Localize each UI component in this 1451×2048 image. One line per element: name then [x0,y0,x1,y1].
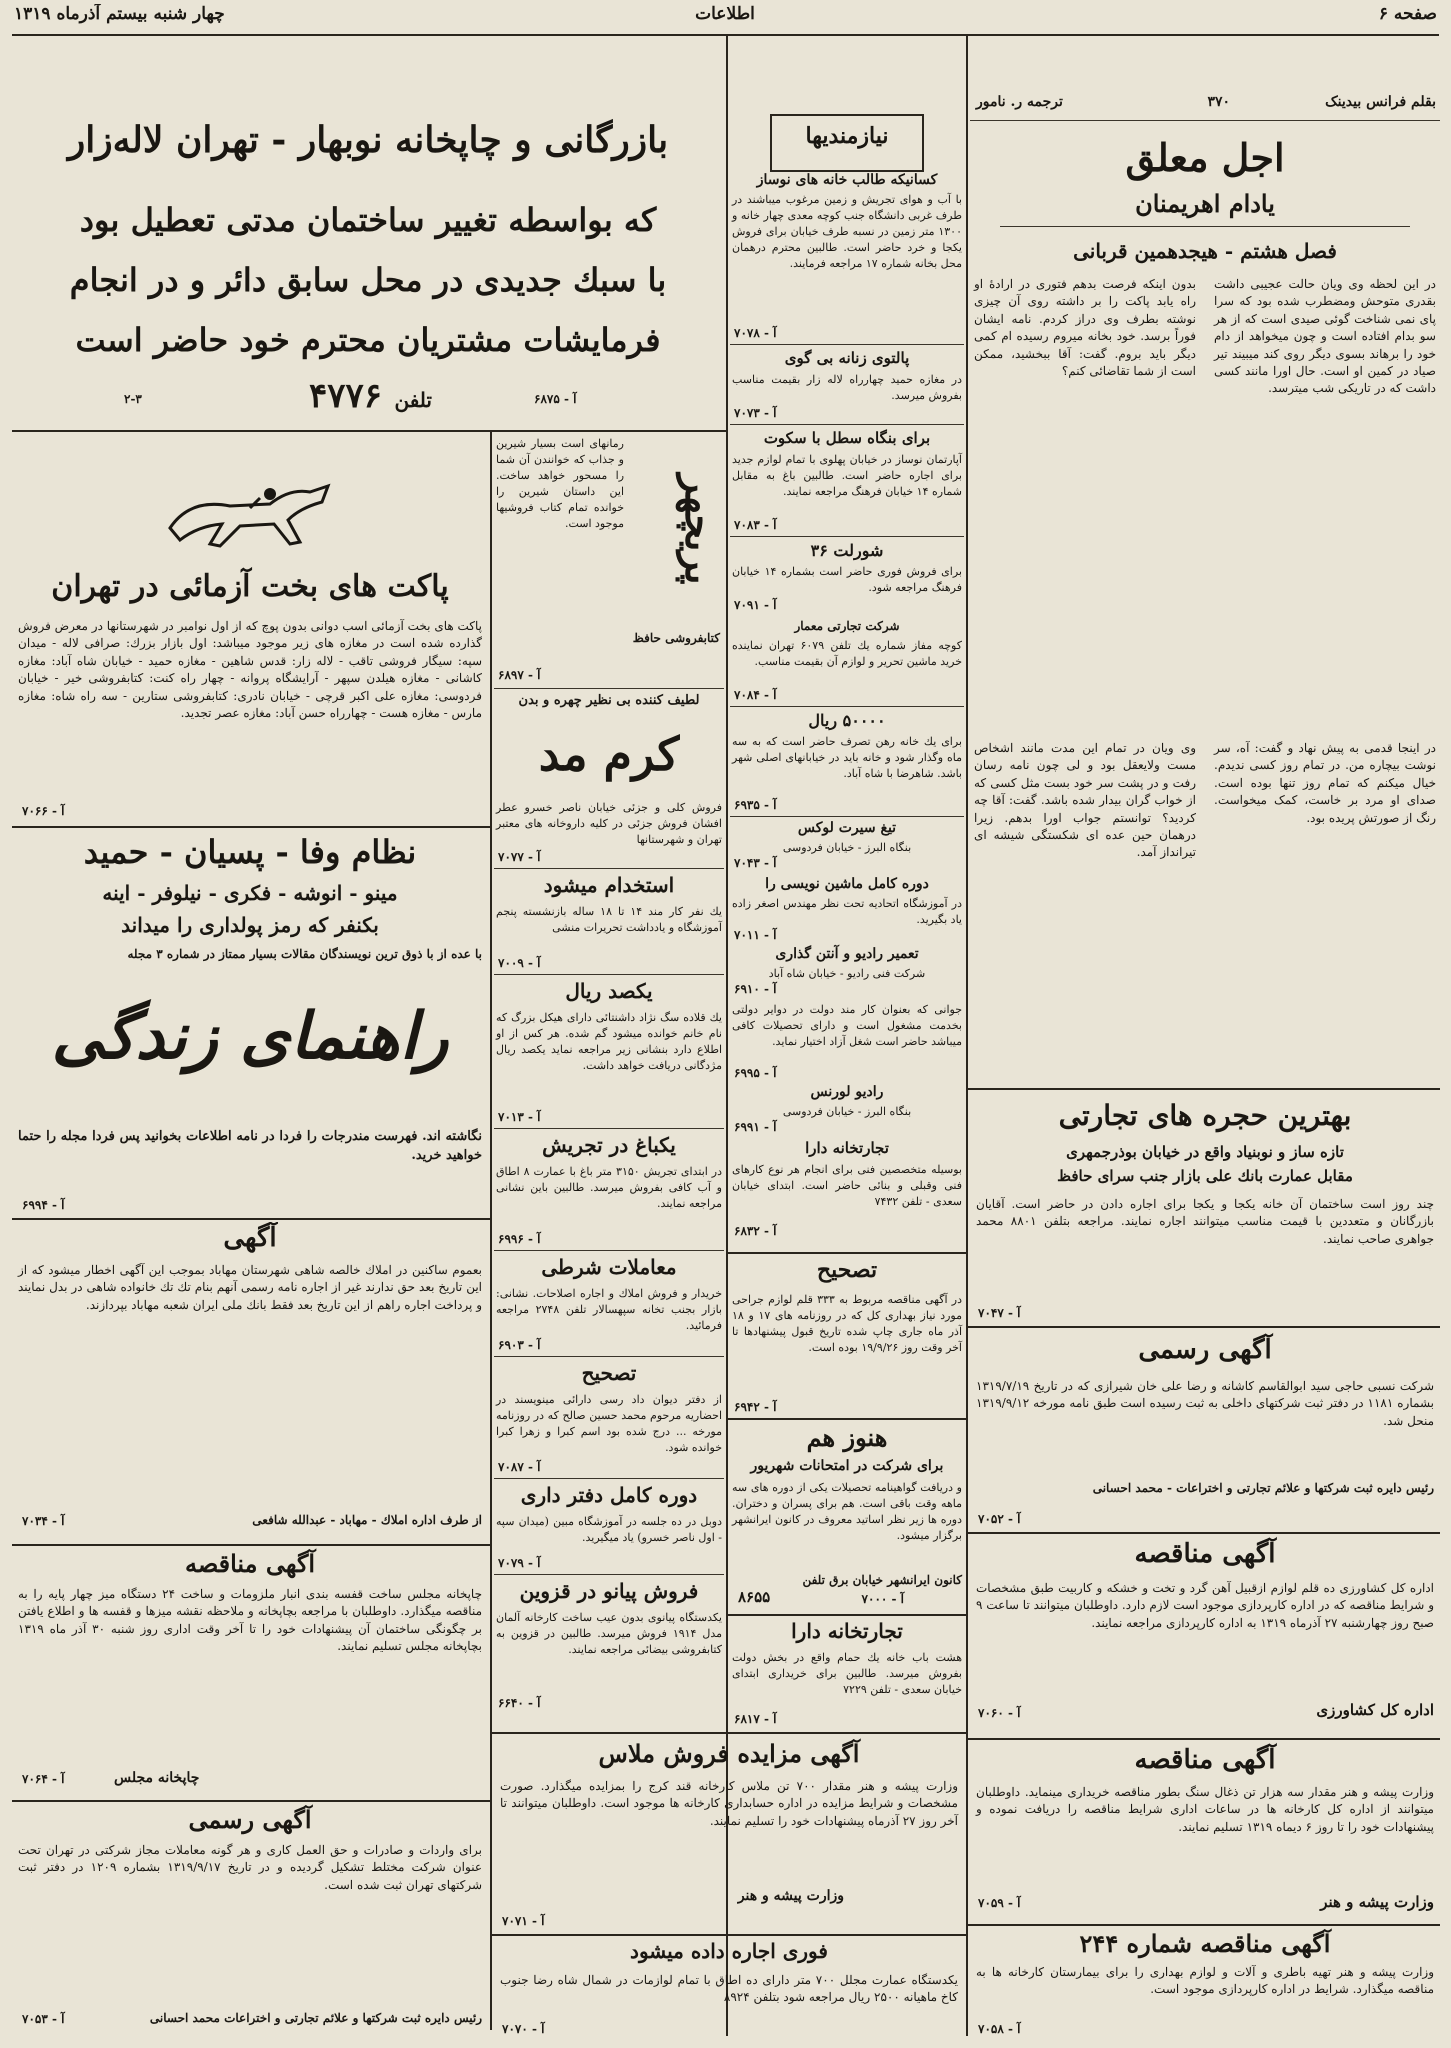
official-notice-right-ref: آ - ۷۰۵۲ [978,1512,1021,1526]
needs-ad11-ref: آ - ۶۹۹۱ [734,1120,777,1134]
lottery-ad [14,434,486,824]
nowbahar-phone-label: تلفن [394,388,432,412]
serial-title: اجل معلق [1125,135,1285,180]
novel-ad-brand: پریچهر [676,474,723,585]
col3-ads [494,434,724,1730]
serial-author: بقلم فرانس بیدینک [1325,94,1436,110]
deals-ref: آ - ۶۹۰۳ [498,1338,541,1352]
magazine-names: مینو - انوشه - فکری - نیلوفر - اینه [102,881,398,905]
serial-text-part-3: وی ویان در تمام این مدت مانند اشخاص مست ولایعقل بود و لی چون نامه رسان رفت و در پشت سر خود بست مثل کسی که از خواب گران بیدار شده باشد. گفت: آقا چه کردید؟ توانستم جواب اورا بدهم. زیرا درهمان حین عده ای شکستگی شیشه ای تیرانداز آمد. [974,741,1196,860]
kremod-ref: آ - ۷۰۷۷ [498,850,541,864]
nowbahar-title: بازرگانی و چاپخانه نوبهار - تهران لاله‌زار [67,119,669,161]
needs-ad2-title: پالتوی زنانه بی گوی [784,349,910,367]
reward-ref: آ - ۷۰۱۳ [498,1110,541,1124]
rent-ad-ref: آ - ۷۰۷۰ [502,2022,545,2036]
racing-horse-icon [150,468,350,558]
tender-coal-text: وزارت پیشه و هنر مقدار سه هزار تن ذغال سنگ بطور مناقصه خریداری مینماید. داوطلبان میتوانند از اداره کل کارخانه ها در ساعات اداری شرایط مناقصه را دریافت نموده و پیشنهادات خود را تا روز ۶ دیماه ۱۳۱۹ تسلیم نمایند. [976,1785,1434,1834]
needs-ad12-text: بوسیله متخصصین فنی برای انجام هر نوع کارهای فنی وقبلی و بنائی حاضر است. ابتدای خیابان سعدی - تلفن ۷۴۳۲ [732,1163,962,1208]
kremod-brand: کرم مد [538,727,680,781]
tender-agriculture-signer: اداره کل کشاورزی [1316,1701,1434,1719]
auction-molasses-ref: آ - ۷۰۷۱ [502,1914,545,1928]
needs-ad1-text: با آب و هوای تجریش و زمین مرغوب میباشند در طرف غربی دانشگاه جنب کوچه معدی چهار خانه و ۱۳۰۰ متر زمین در نسبه طرف خیابان برای فروش یکجا و خرد حاضر است. طالبین محترم درهمان محل بخانه شماره ۱۷ مراجعه فرمایند. [732,193,962,270]
shops-ad-sub1: تازه ساز و نوبنیاد واقع در خیابان بوذرجمهری [1066,1143,1344,1161]
parliament-tender-ref: آ - ۷۰۶۴ [22,1772,65,1786]
exam-ad [730,1422,964,1612]
needs-ad7-text: بنگاه البرز - خیابان فردوسی [782,841,912,854]
garden-text: در ابتدای تجریش ۳۱۵۰ متر باغ با عمارت ۸ اطاق و آب کافی بفروش میرسد. طالبین باین نشانی مراجعه نمایند. [496,1165,722,1210]
needs-ad8-ref: آ - ۷۰۱۱ [734,928,777,942]
novel-ad-ref: آ - ۶۸۹۷ [498,668,541,682]
serial-number: ۳۷۰ [1207,94,1230,110]
parliament-tender [14,1548,486,1798]
lottery-text: پاکت های بخت آزمائی اسب دوانی بدون پوچ که از اول نوامبر در شهرستانها در معرض فروش گذارده شده است در مغازه های زیر موجود میباشد: اول بازار بزرك: صرافی لاله - میدان سپه: سیگار فروشی تاقب - لاله زار: قدس شاهین - مغازه حمید - خیابان شاه آباد: مغازه کاشانی - مغازه هیلدن سپهر - آرایشگاه پروانه - چهار راه کنت: کتابفروشی خیر - خیابان فردوسی: مغازه علی اکبر قرچی - خیابان نادری: کتابفروشی ستارین - سه راه شاه: مغازه مارس - مغازه هست - چهارراه حسن آباد: مغازه عصر تجدید. [18,619,482,720]
shops-ad-text: چند روز است ساختمان آن خانه یکجا و یکجا برای اجاره دادن در حاضر است. آقایان بازرگانان و متعددین با قیمت مناسب میتوانند اجاره نمایند. مراجعه بتلفن ۸۸۰۱ محمد جواهری صاحب نمایند. [976,1197,1434,1246]
tender-agriculture [970,1536,1440,1736]
needs-ad4-ref: آ - ۷۰۹۱ [734,598,777,612]
exam-ad-title: هنوز هم [806,1423,888,1452]
exam-ad-text: و دریافت گواهینامه تحصیلات یکی از دوره های سه ماهه وقت باقی است. هم برای پسران و دختران. دوره ها زیر نظر اساتید معروف در کانون ایرانشهر برگزار میشود. [732,1481,962,1542]
tender-coal-title: آگهی مناقصه [1134,1745,1276,1775]
column-divider-3 [490,430,492,2030]
lottery-ref: آ - ۷۰۶۶ [22,804,65,818]
needs-ad2-ref: آ - ۷۰۷۳ [734,406,777,420]
ownership-notice-title: آگهی [223,1223,277,1253]
needs-ad1-title: کسانیکه طالب خانه های نوساز [756,172,938,188]
accounting-title: دوره کامل دفتر داری [520,1483,698,1507]
official-notice-left-signer: رئیس دایره ثبت شرکتها و علائم تجارتی و اختراعات محمد احسانی [149,2011,482,2025]
hiring-title: استخدام میشود [543,873,675,897]
correction-ref: آ - ۷۰۸۷ [498,1460,541,1474]
tender-coal-signer: وزارت پیشه و هنر [1320,1893,1434,1911]
auction-molasses [494,1736,964,1932]
needs-ad5-text: کوچه مفاز شماره یك تلفن ۶۰۷۹ تهران نماینده خرید ماشین تحریر و لوازم آن بقیمت مناسب. [732,639,962,668]
official-notice-right-signer: رئیس دایره ثبت شرکتها و علائم تجارتی و اختراعات - محمد احسانی [1092,1481,1434,1495]
ownership-notice [14,1222,486,1542]
dara-ad-2 [730,1618,964,1728]
rent-ad-text: یکدستگاه عمارت مجلل ۷۰۰ متر دارای ده اطاق با تمام لوازمات در شمال شاه رضا جنوب کاخ ماهیانه ۲۵۰۰ ریال مراجعه شود بتلفن ۸۹۲۴ [500,1973,958,2005]
reward-text: یك قلاده سگ نژاد داشنتائی دارای هیکل بزرگ که نام خانم خوانده میشود گم شده. هر کس از او اطلاع دارد بنشانی زیر مراجعه نماید یکصد ریال مژدگانی دریافت خواهد داشت. [496,1011,722,1072]
exam-ad-ref: آ - ۷۰۰۰ [861,1592,904,1606]
magazine-tagline: بکنفر که رمز پولداری را میداند [121,913,379,937]
needs-ad12-title: تجارتخانه دارا [805,1139,889,1157]
magazine-footer: نگاشته اند. فهرست مندرجات را فردا در نامه اطلاعات بخوانید پس فردا مجله را حتما خواهید خرید. [18,1129,482,1163]
official-notice-left [14,1804,486,2040]
shops-ad-title: بهترین حجره های تجارتی [1058,1099,1352,1132]
magazine-note: با عده از با ذوق ترین نویسندگان مقالات بسیار ممتاز در شماره ۳ مجله [127,947,482,961]
needs-ad11-text: بنگاه البرز - خیابان فردوسی [782,1105,912,1118]
needs-ad4-title: شورلت ۳۶ [810,541,884,560]
tender-coal [970,1742,1440,1922]
correction-text: از دفتر دیوان داد رسی دارائی مینویسند در احضاریه مرحوم محمد حسین صالح که در روزنامه مورخه ... درج شده بود اسم کبرا و زهرا کبرا خوانده شود. [496,1393,722,1454]
correction-tenders-ref: آ - ۶۹۴۲ [734,1400,777,1414]
needs-ad6-text: برای یك خانه رهن تصرف حاضر است که به سه ماه وگذار شود و خانه باید در خیابانهای اصلی شهر باشد. شاهرضا با شاه آباد. [732,735,962,780]
kremod-slogan: لطیف کننده بی نظیر چهره و بدن [518,693,700,708]
tender-agriculture-ref: آ - ۷۰۶۰ [978,1706,1021,1720]
shops-ad [970,1092,1440,1324]
nowbahar-line2: با سبك جدیدی در محل سابق دائر و در انجام [69,261,667,299]
accounting-ref: آ - ۷۰۷۹ [498,1556,541,1570]
serial-translator: ترجمه ر. نامور [976,94,1063,110]
needs-ad3-text: آپارتمان نوساز در خیابان پهلوی با تمام لوازم جدید برای اجاره حاضر است. طالبین باغ به مقابل شماره ۱۴ خیابان فرهنگ مراجعه نمایند. [732,453,962,498]
deals-title: معاملات شرطی [541,1255,677,1279]
magazine-writers: نظام وفا - پسیان - حمید [83,833,417,871]
official-notice-left-title: آگهی رسمی [188,1805,312,1834]
piano-text: یکدستگاه پیانوی بدون عیب ساخت کارخانه آلمان مدل ۱۹۱۴ فروش میرسد. طالبین در قزوین به کتابفروشی بیضائی مراجعه نمایند. [496,1611,723,1656]
needs-ad8-title: دوره کامل ماشین نویسی را [765,876,929,892]
novel-ad-sub: کتابفروشی حافظ [632,631,720,645]
novel-ad-text: رمانهای است بسیار شیرین و جذاب که خوانندن آن شما را مسحور خواهد ساخت. این داستان شیرین را خوانده تمام کتاب فروشیها موجود است. [496,437,624,530]
garden-ref: آ - ۶۹۹۶ [498,1232,541,1246]
correction-tenders-title: تصحیح [816,1257,878,1283]
nowbahar-line1: که بواسطه تغییر ساختمان مدتی تعطیل بود [79,201,657,239]
page-label: صفحه ۶ [1378,4,1437,24]
ownership-notice-ref: آ - ۷۰۳۴ [22,1514,65,1528]
parliament-tender-signer: چاپخانه مجلس [114,1770,200,1786]
correction-title: تصحیح [581,1361,637,1385]
serial-story [970,40,1440,1085]
hiring-text: یك نفر کار مند ۱۴ تا ۱۸ ساله بازنشسته پنجم آموزشگاه و یادداشت تحریرات منشی [496,905,722,934]
tender-244-title: آگهی مناقصه شماره ۲۴۴ [1079,1929,1331,1958]
needs-ad6-ref: آ - ۶۹۳۵ [734,798,777,812]
piano-ref: آ - ۶۶۴۰ [498,1696,541,1710]
tender-244 [970,1928,1440,2038]
official-notice-left-text: برای واردات و صادرات و حق العمل کاری و هر گونه معاملات مجاز شرکتی در تهران تحت عنوان شرکت مختلط تشکیل گردیده و در تاریخ ۱۳۱۹/۹/۱۷ بشماره ۱۲۰۹ در دفتر ثبت شرکتهای تهران ثبت شده است. [18,1843,482,1892]
needs-ad5-ref: آ - ۷۰۸۴ [734,688,777,702]
piano-title: فروش پیانو در قزوین [519,1579,699,1603]
kremod-text: فروش کلی و جزئی خیابان ناصر خسرو عطر افشان فروش جزئی در کلیه داروخانه های معتبر تهران و شهرستانها [496,801,722,846]
rent-ad-title: فوری اجاره داده میشود [630,1939,828,1963]
exam-ad-phone: ۸۶۵۵ [738,1588,771,1606]
exam-ad-sub: برای شرکت در امتحانات شهریور [750,1458,944,1474]
needs-ad10-ref: آ - ۶۹۹۵ [734,1066,777,1080]
official-notice-left-ref: آ - ۷۰۵۳ [22,2012,65,2026]
accounting-text: دوبل در ده جلسه در آموزشگاه مبین (میدان سپه - اول ناصر خسرو) یاد میگیرید. [496,1515,722,1544]
needs-column [730,40,964,1250]
serial-text-part-4: در اینجا قدمی به پیش نهاد و گفت: آه، سر نوشت بیچاره من. در تمام روز کسی ندیدم. خیال میکنم که تمام روز تنها بوده است. صدای او مرد بر خاست، کمک میخواست. رنگ از صورتش پریده بود. [1214,741,1436,825]
correction-tenders-text: در آگهی مناقصه مربوط به ۳۳۳ قلم لوازم جراحی مورد نیاز بهداری کل که در روزنامه های ۱۷ و ۱۸ آذر ماه جاری چاپ شده تاریخ قبول پیشنهادها تا آخر وقت روز ۱۹/۹/۲۶ بوده است. [732,1293,963,1354]
needs-ad9-title: تعمیر رادیو و آنتن گذاری [775,946,919,962]
tender-coal-ref: آ - ۷۰۵۹ [978,1896,1021,1910]
issue-date: چهار شنبه بیستم آذرماه ۱۳۱۹ [14,4,225,24]
needs-ad1-ref: آ - ۷۰۷۸ [734,326,777,340]
ownership-notice-text: بعموم ساکنین در املاك خالصه شاهی شهرستان مهاباد بموجب این آگهی اخطار میشود که از این تاریخ بعد حق ندارند غیر از اجاره نامه رسمی آنهم بنام تك تك خانواده شاهی در بدل نمایند و پرداخت اجاره راهم از این تاریخ بعد فقط بانك ملی ایران شعبه مهاباد بپردازند. [18,1263,482,1312]
lottery-title: پاکت های بخت آزمائی در تهران [51,569,449,604]
needs-ad9-ref: آ - ۶۹۱۰ [734,982,777,996]
reward-title: یکصد ریال [565,979,653,1003]
needs-ad12-ref: آ - ۶۸۳۲ [734,1224,777,1238]
parliament-tender-title: آگهی مناقصه [184,1549,316,1578]
serial-subtitle: یادام اهریمنان [1135,189,1275,218]
dara-ad-2-text: هشت باب خانه یك حمام واقع در بخش دولت بفروش میرسد. طالبین برای خریداری ابتدای خیابان سعدی - تلفن ۷۲۲۹ [732,1651,962,1696]
needs-ad3-title: برای بنگاه سطل با سکوت [763,429,931,447]
garden-title: یکباغ در تجریش [542,1133,676,1157]
serial-text-part-1: در این لحظه وی ویان حالت عجیبی داشت بقدری متوحش ومضطرب شده بود که سرا پای نمی شناخت گوئی صیدی است که از هر سو بدام افتاده است و چون میخواهد از دام خود را برهاند بسوی دیگر روی کند میبیند تیر صیاد در کمین او است. حال اورا مانند کسی داشت که در تاریکی شب میترسد. [1214,277,1436,396]
auction-molasses-text: وزارت پیشه و هنر مقدار ۷۰۰ تن ملاس کارخانه قند کرج را بمزایده میگذارد. صورت مشخصات و شرایط مزایده در اداره حسابداری کارخانه ها موجود است. داوطلبان میتوانند تا آخر روز ۲۷ آذرماه پیشنهادات خود را تسلیم نمایند. [500,1779,958,1828]
magazine-name: راهنمای زندگی [51,999,449,1074]
dara-ad-2-title: تجارتخانه دارا [791,1619,903,1643]
needs-ad10-text: جوانی که بعنوان کار مند دولت در دوایر دولتی بخدمت مشغول است و دارای تحصیلات کافی میباشد حاضر است شغل آزاد اختیار نماید. [732,1003,962,1048]
magazine-ad [14,830,486,1216]
shops-ad-sub2: مقابل عمارت بانك علی بازار جنب سرای حافظ [1057,1167,1353,1185]
tender-244-ref: آ - ۷۰۵۸ [978,2022,1021,2036]
auction-molasses-title: آگهی مزایده فروش ملاس [598,1739,860,1768]
needs-ad9-text: شرکت فنی رادیو - خیابان شاه آباد [768,967,926,980]
needs-ad3-ref: آ - ۷۰۸۳ [734,518,777,532]
column-divider-1 [966,36,968,2036]
needs-ad4-text: برای فروش فوری حاضر است بشماره ۱۴ خیابان فرهنگ مراجعه شود. [732,565,962,594]
serial-text-part-2: بدون اینکه فرصت بدهم فتوری در ارادهٔ او راه یابد پاکت را بر داشته روی آن چیزی نوشته بطرف وی دراز کردم. نامه ایشان فوراً برسد. خود بخانه میروم رسیده ام کمی دیگر باید بروم. گفت: آقا ببخشید، ممکن است از شما تقاضائی کنم؟ [974,277,1196,378]
nowbahar-ref2: ۲-۳ [124,392,142,406]
magazine-ref: آ - ۶۹۹۴ [22,1198,65,1212]
needs-ad6-title: ۵۰۰۰۰ ریال [808,711,886,730]
dara-ad-2-ref: آ - ۶۸۱۷ [734,1712,777,1726]
needs-header: نیازمندیها [770,114,924,172]
hiring-ref: آ - ۷۰۰۹ [498,956,541,970]
correction-tenders [730,1256,964,1416]
tender-agriculture-text: اداره کل کشاورزی ده قلم لوازم ازقبیل آهن گرد و تخت و خشکه و کاربیت طبق مشخصات و شرایط مناقصه که در اداره کارپردازی موجود است لازم دارد. داوطلبان میتوانند تا ساعت ۹ صبح روز چهارشنبه ۲۷ آذرماه ۱۳۱۹ به اداره کارپردازی مراجعه نمایند. [976,1581,1434,1630]
nowbahar-line3: فرمایشات مشتریان محترم خود حاضر است [75,321,661,359]
nowbahar-phone: ۴۷۷۶ [308,376,382,416]
needs-ad7-title: تیغ سیرت لوکس [797,820,897,836]
deals-text: خریدار و فروش املاك و اجاره اصلاحات. نشانی: بازار بجنب تخانه سپهسالار تلفن ۲۷۴۸ مراجعه فرمائید. [496,1287,722,1332]
needs-ad2-text: در مغازه حمید چهارراه لاله زار بقیمت مناسب بفروش میرسد. [732,373,962,402]
shops-ad-ref: آ - ۷۰۴۷ [978,1306,1021,1320]
exam-ad-sign: کانون ایرانشهر خیابان برق تلفن [802,1573,962,1587]
serial-chapter: فصل هشتم - هیجدهمین قربانی [1073,239,1337,263]
needs-ad11-title: رادیو لورنس [810,1084,884,1100]
tender-244-text: وزارت پیشه و هنر تهیه باطری و آلات و لوازم بهداری را برای بیمارستان کارخانه ها به مناقصه میگذارد. شرایط در اداره کارپردازی موجود است. [976,1965,1434,1997]
official-notice-right [970,1330,1440,1530]
newspaper-name: اطلاعات [695,4,755,24]
parliament-tender-text: چاپخانه مجلس ساخت قفسه بندی انبار ملزومات و ساخت ۲۴ دستگاه میز چهار پایه را به مناقصه میگذارد. داوطلبان با مراجعه بچاپخانه و ملاحظه نقشه میزها و قفسه ها و اطلاع یافتن بر چگونگی ساختمان آن پیشنهادات خود را تا آخر وقت اداری روز شنبه ۳۰ آذر ماه ۱۳۱۹ بچاپخانه مجلس تسلیم نمایند. [18,1587,483,1654]
ownership-notice-signer: از طرف اداره املاك - مهاباد - عبدالله شافعی [252,1513,482,1527]
needs-ad5-title: شرکت تجارتی معمار [794,619,900,633]
needs-ad7-ref: آ - ۷۰۴۳ [734,856,777,870]
official-notice-right-text: شرکت نسبی حاجی سید ابوالقاسم کاشانه و رضا علی خان شیرازی که در تاریخ ۱۳۱۹/۷/۱۹ بشماره ۱۱۸۱ در دفتر ثبت شرکتهای داخلی به ثبت رسیده است طبق نامه مورخه ۱۳۱۹/۹/۱۲ منحل شد. [976,1379,1434,1428]
nowbahar-ad [14,40,722,428]
needs-ad8-text: در آموزشگاه اتحادیه تحت نظر مهندس اصغر زاده یاد بگیرید. [732,897,962,926]
tender-agriculture-title: آگهی مناقصه [1134,1539,1276,1569]
nowbahar-ref: آ - ۶۸۷۵ [534,392,577,406]
auction-molasses-signer: وزارت پیشه و هنر [737,1888,844,1904]
official-notice-right-title: آگهی رسمی [1138,1335,1272,1365]
rent-ad [494,1938,964,2038]
